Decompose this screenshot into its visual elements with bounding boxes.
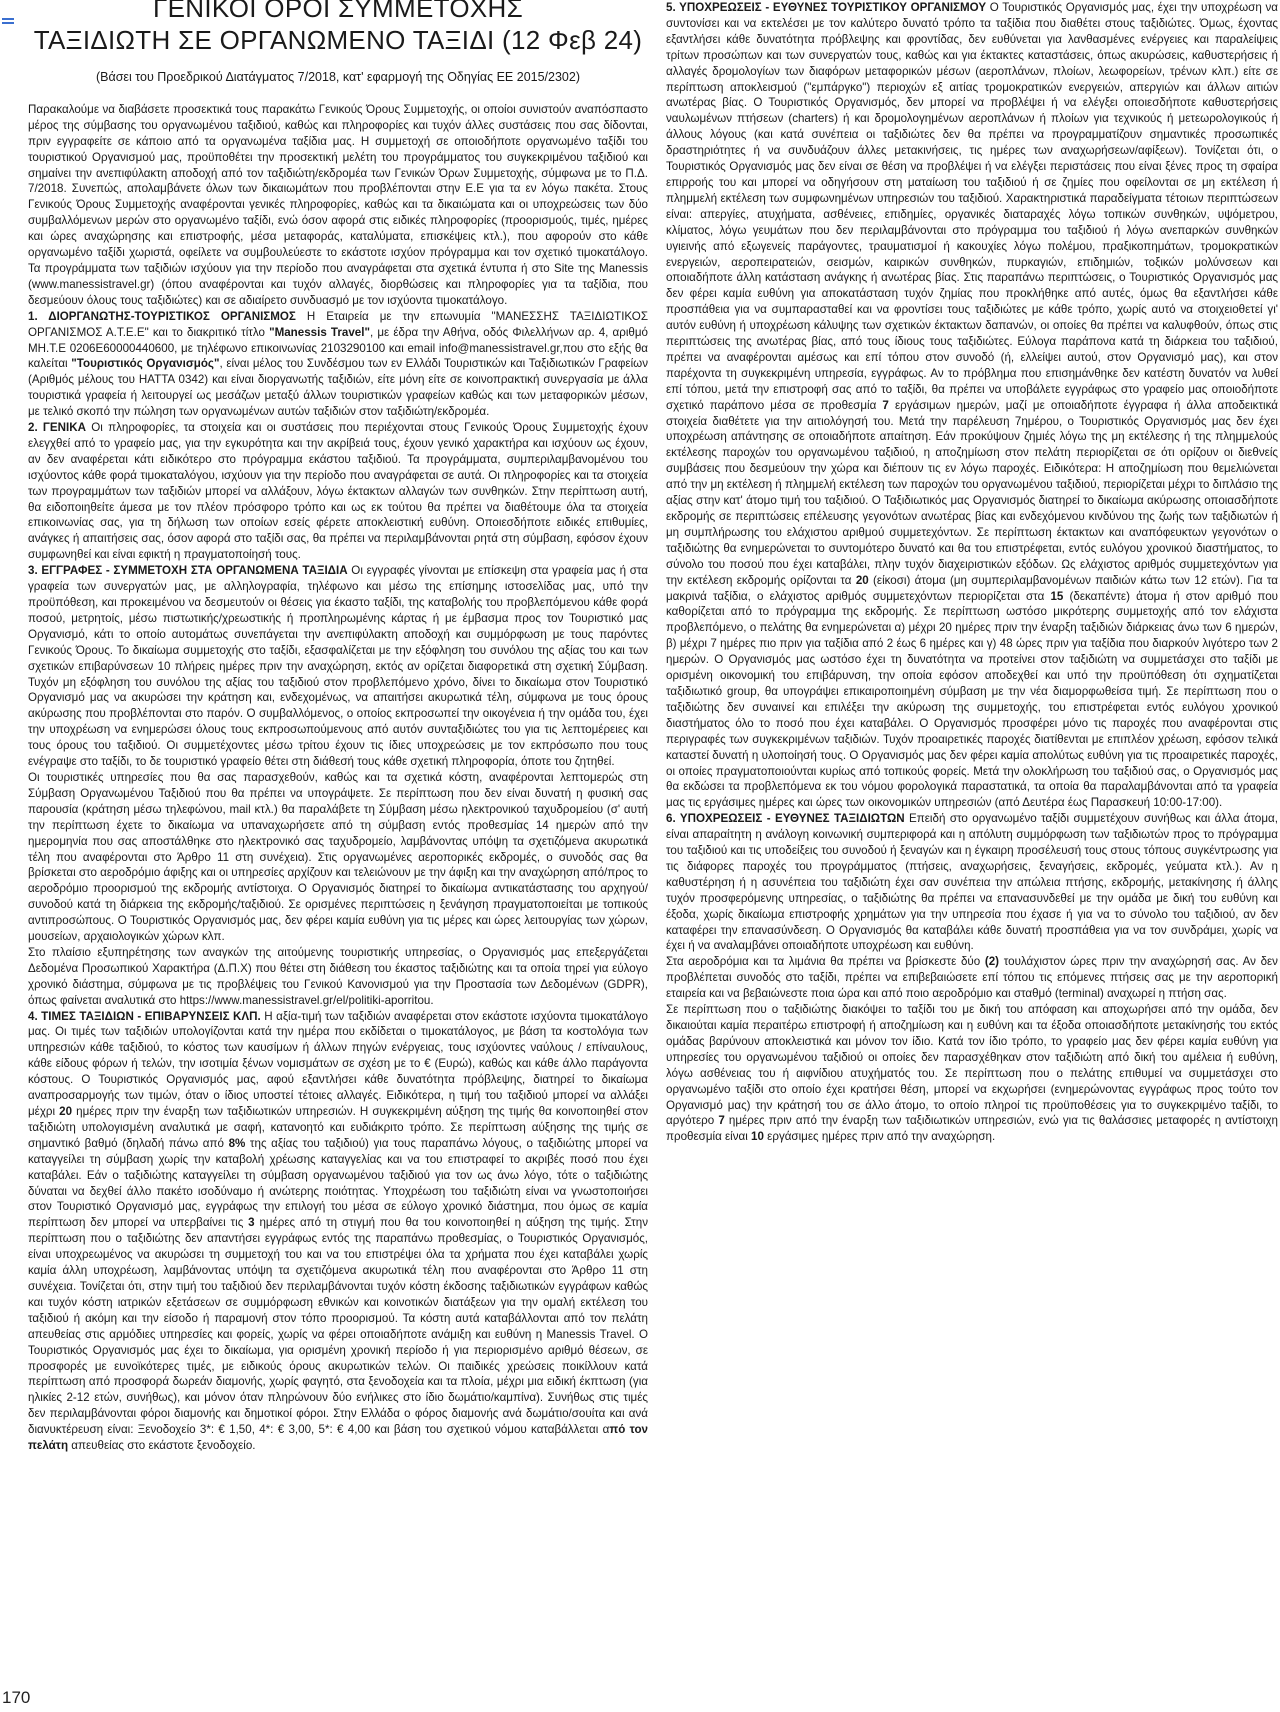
section-3-paragraph-3: Στο πλαίσιο εξυπηρέτησης των αναγκών της αιτούμενης τουριστικής υπηρεσίας, ο Οργανισμός μας επεξεργάζεται Δεδομένα Προσωπικού Χαρακτήρα (Δ.Π.Χ) που θέτει στη διάθεση του έκαστος ταξιδιώτης και τα οποία τηρεί για εύλογο χρονικό διάστημα, σύμφωνα με τις προβλέψεις του Γενικού Κανονισμού για την Προστασία των Δεδομένων (GDPR), όπως φαίνεται αναλυτικά στο https://www.manessistravel.gr/el/politiki-aporritou. (28, 945, 648, 1007)
intro-paragraph: Παρακαλούμε να διαβάσετε προσεκτικά τους παρακάτω Γενικούς Όρους Συμμετοχής, οι οποίοι συνιστούν αναπόσπαστο μέρος της σύμβασης του οργανωμένου ταξιδιού, καθώς και πληροφορίες και τυχόν άλλες συστάσεις που σας δίδονται, πριν εγγραφείτε σε κάποιο από τα οργανωμένα ταξίδια μας. Η συμμετοχή σε οποιοδήποτε οργανωμένο ταξίδι του τουριστικού Οργανισμού μας, προϋποθέτει την προσεκτική μελέτη του προγράμματος του συγκεκριμένου ταξιδιού και σημαίνει την ανεπιφύλακτη αποδοχή από τον ταξιδιώτη/εκδρομέα των Γενικών Όρων Συμμετοχής, σύμφωνα με το Π.Δ. 7/2018. Συνεπώς, απολαμβάνετε όλων των δικαιωμάτων που προβλέπονται στην Ε.Ε για τα εν λόγω πακέτα. Στους Γενικούς Όρους Συμμετοχής αναφέρονται γενικές πληροφορίες, καθώς και τα δικαιώματα και οι υποχρεώσεις των δύο συμβαλλόμενων μερών στο οργανωμένο ταξίδι, ενώ όσον αφορά στις ειδικές πληροφορίες (προορισμούς, τιμές, ημέρες και ώρες αναχώρησης και επιστροφής, μέσα μεταφοράς, καταλύματα, επισκέψεις κτλ.), που αφορούν στο κάθε οργανωμένο ταξίδι χωριστά, οφείλετε να συμβουλεύεστε το εκάστοτε ισχύον πρόγραμμα και τον σχετικό τιμοκατάλογο. Τα προγράμματα των ταξιδιών ισχύουν για την περίοδο που αναγράφεται στα σχετικά έντυπα ή στο Site της Manessis (www.manessistravel.gr) (όπου αναφέρονται και τυχόν αλλαγές, διορθώσεις και πληροφορίες για τα ταξίδια, που δεσμεύουν όλους τους ταξιδιώτες) και σε αδιαίρετο συνδυασμό με τον ισχύοντα τιμοκατάλογο. (28, 102, 648, 307)
section-3-paragraph-2: Οι τουριστικές υπηρεσίες που θα σας παρασχεθούν, καθώς και τα σχετικά κόστη, αναφέρονται λεπτομερώς στη Σύμβαση Οργανωμένου Ταξιδιού που θα πρέπει να υπογράψετε. Σε περίπτωση που δεν είναι δυνατή η φυσική σας παρουσία (κράτηση μέσω τηλεφώνου, mail κτλ.) θα παραλάβετε τη Σύμβαση μέσω ηλεκτρονικού ταχυδρομείου (σ' αυτή την περίπτωση έχετε το δικαίωμα να υπαναχωρήσετε από τη σύμβαση εντός προθεσμίας 14 ημερών από την ημερομηνία που σας αποστάλθηκε στο ηλεκτρονικό σας ταχυδρομείο, λαμβάνοντας υπόψη τα σχετιζόμενα ακυρωτικά τέλη που αναφέρονται στο Άρθρο 11 στη συνέχεια). Στις οργανωμένες αεροπορικές εκδρομές, ο συνοδός σας θα βρίσκεται στο αεροδρόμιο άφιξης και οι υπηρεσίες αρχίζουν και τελειώνουν με την άφιξη και την αναχώρηση από/προς το αεροδρόμιο προορισμού της εκδρομής αντίστοιχα. Ο Οργανισμός διατηρεί το δικαίωμα αντικατάστασης του αρχηγού/συνοδού κατά τη διάρκεια της εκδρομής/ταξιδιού. Σε ορισμένες περιπτώσεις η ξενάγηση πραγματοποιείται με τοπικούς αντιπροσώπους. Ο Τουριστικός Οργανισμός μας, δεν φέρει καμία ευθύνη για τις μέρες και ώρες λειτουργίας των χώρων, μουσείων, αρχαιολογικών χώρων κλπ. (28, 770, 648, 944)
section-1: 1. ΔΙΟΡΓΑΝΩΤΗΣ-ΤΟΥΡΙΣΤΙΚΟΣ ΟΡΓΑΝΙΣΜΟΣ Η Εταιρεία με την επωνυμία "ΜΑΝΕΣΣΗΣ ΤΑΞΙΔΙΩΤΙΚΟΣ ΟΡΓΑΝΙΣΜΟΣ Α.Τ.Ε.Ε" και το διακριτικό τίτλο "Manessis Travel", με έδρα την Αθήνα, οδός Φιλελλήνων αρ. 4, αριθμό ΜΗ.Τ.Ε 0206Ε60000440600, με τηλέφωνο επικοινωνίας 2103290100 και email info@manessistravel.gr,που στο εξής θα καλείται "Τουριστικός Οργανισμός", είναι μέλος του Συνδέσμου των εν Ελλάδι Τουριστικών και Ταξιδιωτικών Γραφείων (Αριθμός μέλους του HATTA 0342) και είναι διοργανωτής ταξιδιών, είτε μόνη είτε σε κοινοπρακτική συνεργασία με άλλα τουριστικά γραφεία ή λειτουργεί ως μεσάζων μεταξύ άλλων τουριστικών γραφείων καθώς και των μεταφορικών μέσων, με τελικό σκοπό την πώληση των οργανωμένων αυτών ταξιδιών στον ταξιδιώτη/εκδρομέα. (28, 309, 648, 419)
document-title-line-2: ΤΑΞΙΔΙΩΤΗ ΣΕ ΟΡΓΑΝΩΜΕΝΟ ΤΑΞΙΔΙ (12 Φεβ 24) (33, 25, 643, 55)
left-column (28, 0, 648, 1686)
section-2-heading: 2. ΓΕΝΙΚΑ (28, 421, 86, 435)
section-4: 4. ΤΙΜΕΣ ΤΑΞΙΔΙΩΝ - ΕΠΙΒΑΡΥΝΣΕΙΣ ΚΛΠ. Η αξία-τιμή των ταξιδιών αναφέρεται στον εκάστοτε ισχύοντα τιμοκατάλογο μας. Οι τιμές των ταξιδιών υπολογίζονται κατά την ημέρα που εκδίδεται ο τιμοκατάλογος, με βάση τα κοστολόγια των υπηρεσιών κάθε ταξιδιού, το κόστος των καυσίμων ή άλλων πηγών ενέργειας, τους ισχύοντες ναύλους / επίναυλους, κάθε είδους φόρων ή τελών, την ισοτιμία ξένων νομισμάτων σε σχέση με το € (Ευρώ), καθώς και κάθε άλλο παράγοντα κόστους. Ο Τουριστικός Οργανισμός μας, αφού εξαντλήσει κάθε δυνατότητα πρόβλεψης, διατηρεί το δικαίωμα αναπροσαρμογής των τιμών, όταν ο ίδιος υποστεί τέτοιες αλλαγές. Ειδικότερα, η τιμή του ταξιδιού μπορεί να αλλάξει μέχρι 20 ημέρες πριν την έναρξη των ταξιδιωτικών υπηρεσιών. Η συγκεκριμένη αύξηση της τιμής θα κοινοποιηθεί στον ταξιδιώτη υπολογισμένη αναλυτικά με σαφή, κατανοητό και ευδιάκριτο τρόπο. Σε περίπτωση αύξησης της τιμής σε σημαντικό βαθμό (δηλαδή πάνω από 8% της αξίας του ταξιδιού) για τους παραπάνω λόγους, ο ταξιδιώτης μπορεί να καταγγείλει τη σύμβαση χωρίς την καταβολή χρέωσης καταγγελίας και να του επιστραφεί το ακριβές ποσό που έχει καταβάλει. Εάν ο ταξιδιώτης καταγγείλει τη σύμβαση οργανωμένου ταξιδιού για τον ως άνω λόγο, τότε ο ταξιδιώτης δύναται να δεχθεί άλλο πακέτο ισοδύναμο ή ανώτερης ποιότητας. Υποχρέωση του ταξιδιώτη είναι να γνωστοποιήσει στον Τουριστικό Οργανισμό μας, εγγράφως την επιλογή του μέσα σε εύλογο χρονικό διάστημα, που όμως σε καμία περίπτωση δεν μπορεί να υπερβαίνει τις 3 ημέρες από τη στιγμή που θα του κοινοποιηθεί η αύξηση της τιμής. Στην περίπτωση που ο ταξιδιώτης δεν απαντήσει εγγράφως εντός της παραπάνω προθεσμίας, ο Τουριστικός Οργανισμός, είναι υποχρεωμένος να ακυρώσει τη συμμετοχή του και να του επιστρέψει όλα τα χρήματα που έχει καταβάλει χωρίς καμία άλλη υποχρέωση, λαμβάνοντας υπόψη τα σχετιζόμενα ακυρωτικά τέλη που αναφέρονται στο Άρθρο 11 στη συνέχεια. Τονίζεται ότι, στην τιμή του ταξιδιού δεν περιλαμβάνονται τυχόν κόστη έκδοσης ταξιδιωτικών εγγράφων καθώς και τυχόν κόστη ιατρικών εξετάσεων σε συμμόρφωση εθνικών και κοινοτικών διατάξεων για την ομαλή εκτέλεση του ταξιδιού ή ακόμη και την είσοδο ή παραμονή στον τόπο προορισμού. Τα κόστη αυτά καταβάλλονται από τον πελάτη απευθείας στις αρμόδιες υπηρεσίες και φορείς, χωρίς να φέρει οποιαδήποτε ανάμιξη και ευθύνη η Manessis Travel. Ο Τουριστικός Οργανισμός μας έχει το δικαίωμα, για ορισμένη χρονική περίοδο ή για περιορισμένο αριθμό θέσεων, σε προσφορές με ευνοϊκότερες τιμές, με ειδικούς όρους ακυρωτικών τελών. Οι παιδικές χρεώσεις ποικίλλουν κατά περίπτωση από προσφορά δωρεάν διαμονής, χωρίς φαγητό, στα ξενοδοχεία και τα πλοία, μέχρι μια ειδική έκπτωση (για ηλικίες 2-12 ετών, συνήθως), και μόνον όταν πληρώνουν δύο ενήλικες στο ίδιο δωμάτιο/καμπίνα). Συνήθως στις τιμές δεν περιλαμβάνονται φόροι διαμονής και δημοτικοί φόροι. Στην Ελλάδα ο φόρος διαμονής ανά δωμάτιο/σουίτα και ανά διανυκτέρευση είναι: Ξενοδοχείο 3*: € 1,50, 4*: € 3,00, 5*: € 4,00 και βάση του σχετικού νόμου καταβάλλεται από τον πελάτη απευθείας στο εκάστοτε ξενοδοχείο. (28, 1009, 648, 1453)
section-6-paragraph-2: Στα αεροδρόμια και τα λιμάνια θα πρέπει να βρίσκεστε δύο (2) τουλάχιστον ώρες πριν την αναχώρησή σας. Αν δεν προβλέπεται συνοδός στο ταξίδι, πρέπει να επιβεβαιώσετε επί τόπου τις επόμενες πτήσεις σας με την αεροπορική εταιρεία και να βεβαιώνεστε ποια ώρα και από ποιο αεροδρόμιο και σταθμό (terminal) αναχωρεί η πτήση σας. (666, 955, 1278, 1001)
section-3-heading: 3. ΕΓΓΡΑΦΕΣ - ΣΥΜΜΕΤΟΧΗ ΣΤΑ ΟΡΓΑΝΩΜΕΝΑ ΤΑΞΙΔΙΑ (28, 564, 348, 578)
right-column (666, 0, 1278, 1686)
section-4-heading: 4. ΤΙΜΕΣ ΤΑΞΙΔΙΩΝ - ΕΠΙΒΑΡΥΝΣΕΙΣ ΚΛΠ. (28, 1009, 261, 1023)
menu-icon[interactable] (2, 18, 14, 28)
document-subtitle: (Βάσει του Προεδρικού Διατάγματος 7/2018, κατ' εφαρμογή της Οδηγίας ΕΕ 2015/2302) (95, 70, 580, 84)
section-6: 6. ΥΠΟΧΡΕΩΣΕΙΣ - ΕΥΘΥΝΕΣ ΤΑΞΙΔΙΩΤΩΝ Επειδή στο οργανωμένο ταξίδι συμμετέχουν συνήθως και άλλα άτομα, είναι απαραίτητη η ανάλογη κοινωνική συμπεριφορά και η απόλυτη συμμόρφωση των ταξιδιωτών προς το πρόγραμμα του ταξιδιού και τις υποδείξεις του συνοδού ή ξεναγών και η έγκαιρη προσέλευσή τους στους τόπους συγκέντρωσης για τις διάφορες παροχές του προγράμματος (πτήσεις, αναχωρήσεις, ξεναγήσεις, εκδρομές, γεύματα κτλ.). Αν η καθυστέρηση ή η ασυνέπεια του ταξιδιώτη έχει σαν συνέπεια την απώλεια πτήσης, εκδρομής, μετακίνησης ή άλλης τυχόν προσφερόμενης υπηρεσίας, ο ταξιδιώτης θα πρέπει να επανασυνδεθεί με την ομάδα με δική του ευθύνη και έξοδα, χωρίς δικαίωμα επιστροφής χρημάτων για την υπηρεσία που έχασε ή για να το σύνολο του ταξιδιού, αν δεν καταφέρει την επανασύνδεση. Ο Οργανισμός θα καταβάλει κάθε δυνατή προσπάθεια για να τον συνδράμει, χωρίς να έχει ή να αναλαμβάνει οποιαδήποτε υποχρέωση και ευθύνη. (666, 812, 1278, 953)
section-3: 3. ΕΓΓΡΑΦΕΣ - ΣΥΜΜΕΤΟΧΗ ΣΤΑ ΟΡΓΑΝΩΜΕΝΑ ΤΑΞΙΔΙΑ Οι εγγραφές γίνονται με επίσκεψη στα γραφεία μας ή στα γραφεία των συνεργατών μας, με αλληλογραφία, τηλέφωνο και μέσω της επίσημης ιστοσελίδας μας, υπό την προϋπόθεση, και προκειμένου να δεσμευτούν οι θέσεις για έκαστο ταξίδι, της καταβολής του προβλεπόμενου κάθε φορά ποσού, μετρητοίς, μέσω πιστωτικής/χρεωστικής ή προπληρωμένης κάρτας ή με έμβασμα προς τον Τουριστικό μας Οργανισμό, κάτι το οποίο αυτομάτως συνεπάγεται την ανεπιφύλακτη αποδοχή και συμμόρφωση με τους παρόντες Γενικούς Όρους. Το δικαίωμα συμμετοχής στο ταξίδι, εξασφαλίζεται με την εξόφληση του συνόλου της αξίας του και των σχετικών επιβαρύνσεων 10 πλήρεις ημέρες πριν την αναχώρηση, εκτός αν ορίζεται διαφορετικά στη σχετική Σύμβαση. Τυχόν μη εξόφληση του συνόλου της αξίας του ταξιδιού στον προβλεπόμενο χρόνο, δίνει το δικαίωμα στον Τουριστικό Οργανισμό μας να ακυρώσει την κράτηση και, ενδεχομένως, να απαιτήσει ακυρωτικά τέλη, σύμφωνα με τους όρους ακύρωσης που προβλέπονται στο παρόν. Ο συμβαλλόμενος, ο οποίος εκπροσωπεί την οικογένεια ή την ομάδα του, έχει την υποχρέωση να ενημερώσει όλους τους εκπροσωπούμενους από αυτόν συνταξιδιώτες του για τις λεπτομέρειες και τους όρους του ταξιδιού. Οι συμμετέχοντες μέσω τρίτου έχουν τις ίδιες υποχρεώσεις με τον εκπρόσωπο που τους ενέγραψε στο ταξίδι, το δε τουριστικό γραφείο θέτει στη διάθεσή τους κάθε σχετική πληροφορία, όποτε του ζητηθεί. (28, 564, 648, 769)
section-2: 2. ΓΕΝΙΚΑ Οι πληροφορίες, τα στοιχεία και οι συστάσεις που περιέχονται στους Γενικούς Όρους Συμμετοχής έχουν ελεγχθεί από το γραφείο μας, για την εγκυρότητα και την ακρίβειά τους, έχουν γενικό χαρακτήρα και ισχύουν ως έχουν, αν δεν αναφέρεται κάτι ειδικότερο στο πρόγραμμα εκάστου ταξιδιού. Τα προγράμματα, συμπεριλαμβανομένου του ισχύοντος κάθε φορά τιμοκαταλόγου, ισχύουν για την περίοδο που αναγράφεται σε αυτά. Οι πληροφορίες και τα στοιχεία των προγραμμάτων των ταξιδιών μπορεί να αλλάξουν, λόγω έκτακτων αλλαγών των συνθηκών. Στην περίπτωση αυτή, θα ειδοποιηθείτε άμεσα με τον πλέον πρόσφορο τρόπο και ως εκ τούτου θα πρέπει να διαθέτουμε όλα τα στοιχεία επικοινωνίας σας, για τη δήλωση των οποίων εσείς φέρετε αποκλειστική ευθύνη. Οποιεσδήποτε ειδικές επιθυμίες, ανάγκες ή απαιτήσεις σας, όσον αφορά στο ταξίδι σας, θα πρέπει να περιλαμβάνονται ρητά στη σύμβαση, εφόσον έχουν συμφωνηθεί και είναι εφικτή η πραγματοποίησή τους. (28, 421, 648, 562)
section-1-heading: 1. ΔΙΟΡΓΑΝΩΤΗΣ-ΤΟΥΡΙΣΤΙΚΟΣ ΟΡΓΑΝΙΣΜΟΣ (28, 309, 296, 323)
page-number: 170 (2, 1688, 31, 1707)
section-5: 5. ΥΠΟΧΡΕΩΣΕΙΣ - ΕΥΘΥΝΕΣ ΤΟΥΡΙΣΤΙΚΟΥ ΟΡΓΑΝΙΣΜΟΥ Ο Τουριστικός Οργανισμός μας, έχει την υποχρέωση να συντονίσει και να εκτελέσει με τον καλύτερο δυνατό τρόπο τα ταξίδια που διαθέτει στους ταξιδιώτες. Όμως, έχοντας εξαντλήσει κάθε δυνατότητα πρόβλεψης και φροντίδας, δεν ευθύνεται για λανθασμένες ενέργειες και παραλείψεις τρίτων προσώπων και των συνεργατών τους, καθώς και για έκτακτες καταστάσεις, όπως ακυρώσεις, καθυστερήσεις ή αλλαγές δρομολογίων των διαφόρων μεταφορικών μέσων (αεροπλάνων, πλοίων, λεωφορείων, τρένων κλπ.) είτε σε περίπτωση αποκλεισμού ("εμπάργκο") περιοχών εξ αιτίας τρομοκρατικών ενεργειών, απεργιών και άλλων αιτιών ανωτέρας βίας. Ο Τουριστικός Οργανισμός, δεν μπορεί να προβλέψει ή να ελέγξει οποιεσδήποτε καθυστερήσεις ναυλωμένων πτήσεων (charters) ή και δρομολογημένων αεροπλάνων ή πλοίων για τεχνικούς ή μετεωρολογικούς ή άλλους λόγους (και κατά συνέπεια οι ταξιδιώτες δεν θα πρέπει να προγραμματίζουν σημαντικές προσωπικές δραστηριότητες ή να συνδυάζουν άλλες μετακινήσεις, τις ημέρες των αναχωρήσεων/αφίξεων). Τονίζεται ότι, ο Τουριστικός Οργανισμός μας δεν είναι σε θέση να προβλέψει ή να ελέγξει περιστάσεις που είναι ξένες προς τη σφαίρα επιρροής του και μπορεί να οδηγήσουν στη ματαίωση του ταξιδιού ή σε ζημίες που οφείλονται σε μη εκτέλεση ή πλημμελή εκτέλεση των συμφωνημένων υπηρεσιών του ταξιδιού. Χαρακτηριστικά παραδείγματα τέτοιων περιπτώσεων είναι: απεργίες, ατυχήματα, ασθένειες, επιδημίες, οργανικές διαταραχές λόγω τοπικών συνθηκών, υψόμετρου, κλίματος, λόγω γευμάτων που δεν περιλαμβάνονται στο πρόγραμμα του ταξιδιού ή λόγω ανεπαρκών συνθηκών υγιεινής από εξωγενείς παράγοντες, τραυματισμοί ή κακουχίες λόγω πολέμου, πραξικοπημάτων, τρομοκρατικών ενεργειών, αεροπειρατειών, σεισμών, καιρικών συνθηκών, πυρκαγιών, επιδημιών, τοξικών μολύνσεων και οποιαδήποτε άλλη κατάσταση ανάγκης ή ανωτέρας βίας. Στις παραπάνω περιπτώσεις, ο Τουριστικός Οργανισμός μας δεν φέρει καμία ευθύνη για αποκατάσταση τυχόν ζημίας που προκλήθηκε από αυτές, όμως θα εξαντλήσει κάθε προσπάθεια για να συμπαρασταθεί και να φροντίσει τους ταξιδιώτες με κάθε τρόπο, χωρίς αυτό να στοιχειοθετεί γι' αυτόν ευθύνη ή υποχρέωση κάλυψης των σχετικών έκτακτων δαπανών, οι οποίες θα πρέπει να καλυφθούν, όπως στις περιπτώσεις της ανωτέρας βίας, από τους ίδιους τους ταξιδιώτες. Εύλογα παράπονα κατά τη διάρκεια του ταξιδιού, πρέπει να αναφέρονται αμέσως και επί τόπου στον συνοδό (ή, ελλείψει αυτού, στον Οργανισμό μας), και στον παρέχοντα τη συγκεκριμένη υπηρεσία, εγγράφως. Αν το πρόβλημα που επισημάνθηκε δεν κατέστη δυνατόν να λυθεί επί τόπου, μετά την επιστροφή σας από το ταξίδι, θα πρέπει να υποβάλετε εγγράφως στο γραφείο μας οποιοδήποτε σχετικό παράπονο μέσα σε προθεσμία 7 εργάσιμων ημερών, μαζί με οποιαδήποτε έγγραφα ή άλλα αποδεικτικά στοιχεία διαθέτετε για την αιτιολόγησή του. Μετά την παρέλευση 7ημέρου, ο Τουριστικός Οργανισμός μας δεν έχει υποχρέωση απάντησης σε οποιαδήποτε απαίτηση. Εάν προκύψουν ζημιές λόγω της μη εκτέλεσης ή της πλημμελούς εκτέλεσης παροχών του οργανωμένου ταξιδιού, η αποζημίωση στον πελάτη περιορίζεται σε ότι ορίζουν οι διεθνείς συμβάσεις που δεσμεύουν την χώρα και διέπουν τις εν λόγω παροχές. Ειδικότερα: Η αποζημίωση που θεμελιώνεται από την μη εκτέλεση ή πλημμελή εκτέλεση των παροχών του οργανωμένου ταξιδιού, περιορίζεται μέχρι το διπλάσιο της αξίας στην κατ' άτομο τιμή του ταξιδιού. Ο Ταξιδιωτικός μας Οργανισμός διατηρεί το δικαίωμα ακύρωσης οποιασδήποτε εκδρομής σε περιπτώσεις επέλευσης γεγονότων ανωτέρας βίας και ενδεχόμενου κινδύνου της ζωής των ταξιδιωτών ή μη συμπλήρωσης του ελάχιστου αριθμού συμμετεχόντων. Σε περίπτωση έκτακτων και αναπόφευκτων γεγονότων ο ταξιδιώτης θα ενημερώνεται το συντομότερο δυνατό και θα του επιστρέφεται, εντός ευλόγου χρονικού διαστήματος, το σύνολο του ποσού που έχει καταβάλει, πλην τυχόν διαχειριστικών εξόδων. Ως ελάχιστος αριθμός συμμετεχόντων για την εκτέλεση εκδρομής ορίζονται τα 20 (είκοσι) άτομα (μη συμπεριλαμβανομένων παιδιών κάτω των 12 ετών). Για τα μακρινά ταξίδια, ο ελάχιστος αριθμός συμμετεχόντων περιορίζεται στα 15 (δεκαπέντε) άτομα ή στον αριθμό που καθορίζεται από το πρόγραμμα της εκδρομής. Σε περίπτωση ωστόσο μικρότερης συμμετοχής από τον ελάχιστα προβλεπόμενο, ο πελάτης θα ενημερώνεται α) μέχρι 20 ημέρες πριν την έναρξη ταξιδιών διάρκειας άνω των 6 ημερών, β) μέχρι 7 ημέρες πιο πριν για ταξίδια από 2 έως 6 ημέρες και γ) 48 ώρες πριν για ταξίδια που διαρκούν λιγότερο των 2 ημερών. Ο Οργανισμός μας ωστόσο έχει τη δυνατότητα να προτείνει στον ταξιδιώτη να συμμετάσχει στο ταξίδι με ορισμένη οικονομική του επιβάρυνση, την οποία εφόσον αποδεχθεί και υπό την προϋπόθεση ότι σχηματίζεται ταξιδιωτικό group, θα υπογράψει επικαιροποιημένη σύμβαση με την νέα διαμορφωθείσα τιμή. Σε περίπτωση που ο ταξιδιώτης δεν συναινεί και επιλέξει την ακύρωση της συμμετοχής, του επιστρέφεται εντός ευλόγου χρονικού διαστήματος όλο το ποσό που έχει καταβάλει. Ο Οργανισμός προσφέρει μόνο τις παροχές που αναφέρονται στις περιγραφές των συγκεκριμένων ταξιδιών. Τυχόν προαιρετικές παροχές διατίθενται με επιπλέον χρέωση, εφόσον τελικά καταστεί δυνατή η υλοποίησή τους. Ο Οργανισμός μας δεν φέρει καμία απολύτως ευθύνη για τις προαιρετικές παροχές, οι οποίες πραγματοποιούνται κυρίως από τοπικούς φορείς. Μετά την ολοκλήρωση του ταξιδιού σας, ο Οργανισμός μας θα εκδώσει τα προβλεπόμενα εκ του νόμου φορολογικά παραστατικά, τα οποία θα παραλαμβάνονται από τα γραφεία μας τις εργάσιμες ημέρες και ώρες των οικονομικών υπηρεσιών (από Δευτέρα έως Παρασκευή 10:00-17:00). (666, 1, 1278, 810)
section-6-heading: 6. ΥΠΟΧΡΕΩΣΕΙΣ - ΕΥΘΥΝΕΣ ΤΑΞΙΔΙΩΤΩΝ (666, 812, 905, 826)
section-5-heading: 5. ΥΠΟΧΡΕΩΣΕΙΣ - ΕΥΘΥΝΕΣ ΤΟΥΡΙΣΤΙΚΟΥ ΟΡΓΑΝΙΣΜΟΥ (666, 1, 987, 14)
section-6-paragraph-3: Σε περίπτωση που ο ταξιδιώτης διακόψει το ταξίδι του με δική του απόφαση και αποχωρήσει από την ομάδα, δεν δικαιούται καμία περαιτέρω επιστροφή ή αποζημίωση και η ευθύνη και τα έξοδα οποιασδήποτε μετακίνησής του εκτός ομάδας βαρύνουν αποκλειστικά και μόνον τον ίδιο. Κατά τον ίδιο τρόπο, το γραφείο μας δεν φέρει καμία ευθύνη για υπηρεσίες του οργανωμένου ταξιδιού οι οποίες δεν παρασχέθηκαν στον ταξιδιώτη από δική του αμέλεια ή ευθύνη, λόγω ασθένειας του ή αιφνίδιου ατυχήματός του. Σε περίπτωση που ο πελάτης επιθυμεί να συμμετάσχει στο οργανωμένο ταξίδι στο οποίο έχει κρατήσει θέση, μπορεί να εκχωρήσει (ενημερώνοντας εγγράφως προς τούτο τον Οργανισμό μας) την κράτησή του σε άλλο άτομο, το οποίο πληροί τις προϋποθέσεις για το συγκεκριμένο ταξίδι, το αργότερο 7 ημέρες πριν από την έναρξη των ταξιδιωτικών υπηρεσιών, ενώ για τις θαλάσσιες μεταφορές η αντίστοιχη προθεσμία είναι 10 εργάσιμες ημέρες πριν από την αναχώρηση. (666, 1003, 1278, 1144)
document-title-line-1: ΓΕΝΙΚΟΙ ΟΡΟΙ ΣΥΜΜΕΤΟΧΗΣ (153, 0, 523, 23)
